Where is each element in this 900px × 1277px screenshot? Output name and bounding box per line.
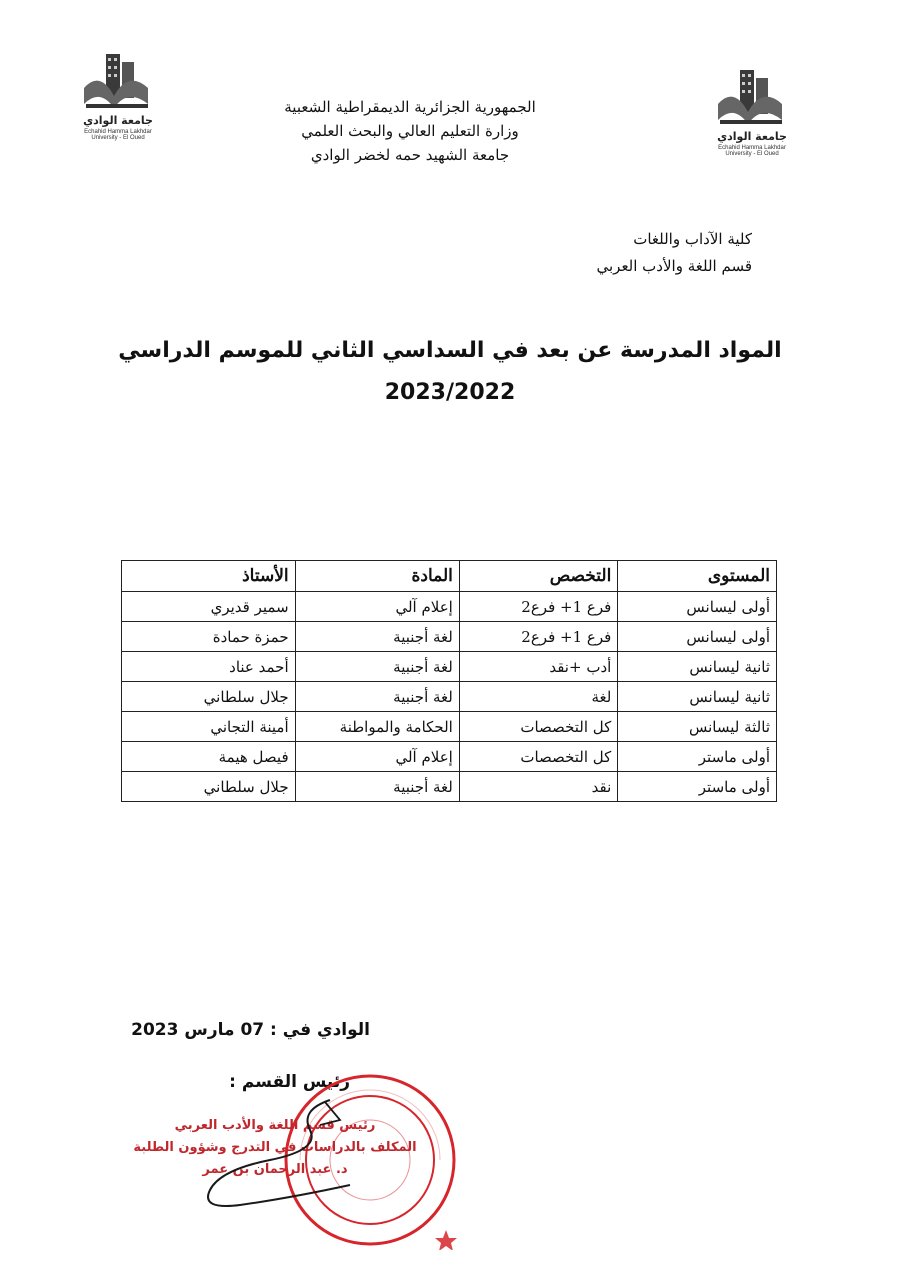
cell-professor: أمينة التجاني: [122, 712, 296, 742]
header-line-university: جامعة الشهيد حمه لخضر الوادي: [310, 146, 510, 164]
table-row: [122, 652, 777, 682]
table-row: [122, 772, 777, 802]
logo-subtitle: Echahid Hamma Lakhdar University - El Oued: [718, 145, 786, 157]
logo-subtitle: Echahid Hamma Lakhdar University - El Oued: [84, 129, 152, 141]
cell-professor: جلال سلطاني: [122, 772, 296, 802]
table-row: [122, 742, 777, 772]
title-line-1: المواد المدرسة عن بعد في السداسي الثاني للموسم الدراسي: [118, 338, 782, 363]
cell-level: ثانية ليسانس: [618, 682, 777, 712]
signature-line-1: رئيس قسم اللغة والأدب العربي: [174, 1118, 376, 1133]
logo-name: جامعة الوادي: [717, 130, 787, 143]
cell-specialty: كل التخصصات: [459, 712, 617, 742]
header-subject: المادة: [295, 561, 459, 592]
title-line-2: 2023/2022: [384, 380, 516, 405]
table-row: [122, 592, 777, 622]
cell-professor: أحمد عناد: [122, 652, 296, 682]
cell-specialty: فرع 1+ فرع2: [459, 622, 617, 652]
cell-level: ثالثة ليسانس: [618, 712, 777, 742]
header-line-republic: الجمهورية الجزائرية الديمقراطية الشعبية: [284, 98, 536, 116]
cell-specialty: فرع 1+ فرع2: [459, 592, 617, 622]
cell-specialty: لغة: [459, 682, 617, 712]
cell-subject: لغة أجنبية: [295, 682, 459, 712]
document-title: [100, 330, 800, 414]
department-name: قسم اللغة والأدب العربي: [596, 257, 752, 275]
cell-level: أولى ماستر: [618, 742, 777, 772]
cell-specialty: نقد: [459, 772, 617, 802]
official-header: [240, 95, 580, 167]
cell-professor: حمزة حمادة: [122, 622, 296, 652]
header-professor: الأستاذ: [122, 561, 296, 592]
table-row: [122, 622, 777, 652]
handwritten-signature: [150, 1090, 410, 1220]
table-header-row: [122, 561, 777, 592]
university-building-icon: [78, 48, 158, 114]
cell-professor: سمير قديري: [122, 592, 296, 622]
university-building-icon: [712, 64, 792, 130]
cell-professor: جلال سلطاني: [122, 682, 296, 712]
university-logo-left: [78, 48, 158, 141]
signature-line-3: د. عبد الرحمان بن عمر: [202, 1162, 348, 1177]
cell-specialty: أدب +نقد: [459, 652, 617, 682]
logo-name: جامعة الوادي: [83, 114, 153, 127]
cell-level: ثانية ليسانس: [618, 652, 777, 682]
header-line-ministry: وزارة التعليم العالي والبحث العلمي: [301, 122, 519, 140]
header-specialty: التخصص: [459, 561, 617, 592]
cell-professor: فيصل هيمة: [122, 742, 296, 772]
head-of-department-label: رئيس القسم :: [229, 1072, 350, 1092]
cell-level: أولى ليسانس: [618, 592, 777, 622]
cell-level: أولى ماستر: [618, 772, 777, 802]
cell-subject: الحكامة والمواطنة: [295, 712, 459, 742]
cell-subject: إعلام آلي: [295, 592, 459, 622]
cell-subject: إعلام آلي: [295, 742, 459, 772]
cell-subject: لغة أجنبية: [295, 772, 459, 802]
courses-table: [121, 560, 777, 802]
cell-specialty: كل التخصصات: [459, 742, 617, 772]
faculty-block: [460, 226, 752, 280]
cell-subject: لغة أجنبية: [295, 652, 459, 682]
cell-subject: لغة أجنبية: [295, 622, 459, 652]
header-level: المستوى: [618, 561, 777, 592]
table-row: [122, 712, 777, 742]
date-line: الوادي في : 07 مارس 2023: [131, 1020, 370, 1040]
table-row: [122, 682, 777, 712]
signature-line-2: المكلف بالدراسات في التدرج وشؤون الطلبة: [133, 1140, 417, 1155]
faculty-name: كلية الآداب واللغات: [633, 230, 752, 248]
university-logo-right: [712, 64, 792, 157]
cell-level: أولى ليسانس: [618, 622, 777, 652]
